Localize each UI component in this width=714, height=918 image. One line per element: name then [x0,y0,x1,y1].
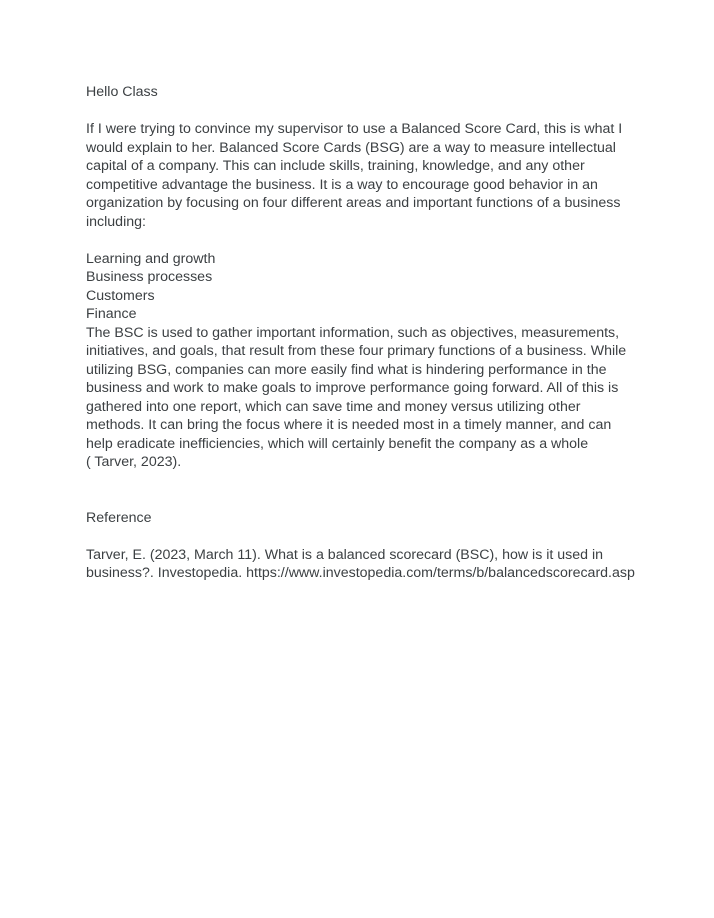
spacer [86,231,646,250]
reference-entry [86,546,646,583]
intro-line: would explain to her. Balanced Score Cards (BSG) are a way to measure intellectual [86,139,616,156]
greeting: Hello Class [86,84,158,100]
reference-line: Tarver, E. (2023, March 11). What is a balanced scorecard (BSC), how is it used in [86,546,604,563]
spacer [86,527,646,546]
areas-list [86,250,646,324]
body-line: methods. It can bring the focus where it is needed most in a timely manner, and can [86,417,612,433]
intro-line: organization by focusing on four different areas and important functions of a business [86,195,621,211]
list-item: Finance [86,306,137,322]
document-body [86,83,646,583]
body-line: initiatives, and goals, that result from these four primary functions of a business. While [86,343,627,359]
spacer [86,472,646,509]
intro-line: If I were trying to convince my supervisor to use a Balanced Score Card, this is what I [86,121,623,137]
intro-paragraph [86,120,646,231]
reference-heading: Reference [86,509,152,526]
body-line: The BSC is used to gather important information, such as objectives, measurements, [86,324,620,341]
body-line: gathered into one report, which can save time and money versus utilizing other [86,398,581,415]
reference-line: business?. Investopedia. https://www.investopedia.com/terms/b/balancedscorecard.asp [86,565,635,581]
intro-line: including: [86,213,146,230]
body-line: ( Tarver, 2023). [86,454,182,470]
intro-line: competitive advantage the business. It is a way to encourage good behavior in an [86,176,598,193]
list-item: Customers [86,287,155,304]
body-paragraph [86,324,646,472]
list-item: Learning and growth [86,250,216,267]
body-line: help eradicate inefficiencies, which will certainly benefit the company as a whole [86,435,589,452]
list-item: Business processes [86,269,213,285]
body-line: utilizing BSG, companies can more easily find what is hindering performance in the [86,361,607,378]
intro-line: capital of a company. This can include skills, training, knowledge, and any other [86,158,585,174]
spacer [86,102,646,121]
body-line: business and work to make goals to improve performance going forward. All of this is [86,380,619,396]
